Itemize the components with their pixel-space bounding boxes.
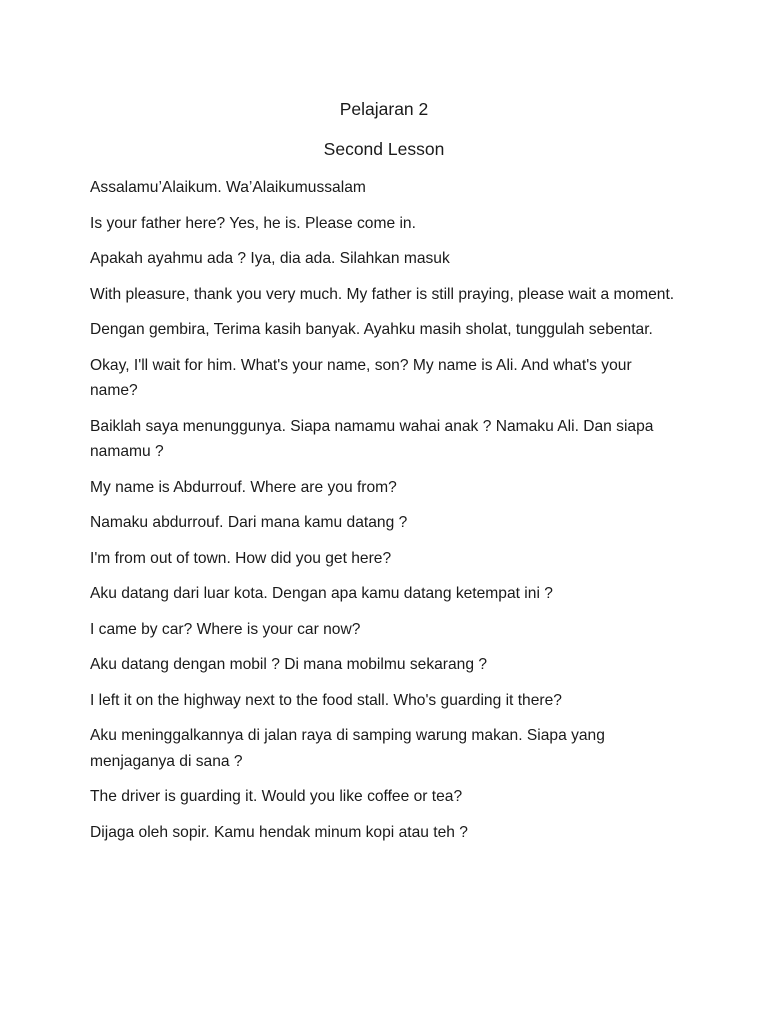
paragraph: I came by car? Where is your car now? [90, 620, 361, 638]
paragraph: Aku meninggalkannya di jalan raya di samping warung makan. Siapa yang menjaganya di sana ? [90, 727, 605, 770]
paragraph: The driver is guarding it. Would you like coffee or tea? [90, 788, 463, 805]
paragraph: Baiklah saya menunggunya. Siapa namamu wahai anak ? Namaku Ali. Dan siapa namamu ? [90, 417, 654, 460]
page-subtitle: Second Lesson [323, 139, 445, 159]
paragraph: Aku datang dari luar kota. Dengan apa kamu datang ketempat ini ? [90, 585, 553, 602]
paragraph: Is your father here? Yes, he is. Please come in. [90, 214, 416, 232]
paragraph: I'm from out of town. How did you get here? [90, 549, 392, 567]
paragraph: Okay, I'll wait for him. What's your name, son? My name is Ali. And what's your name? [90, 356, 632, 399]
paragraph: With pleasure, thank you very much. My father is still praying, please wait a moment. [90, 285, 675, 303]
page-title: Pelajaran 2 [339, 99, 429, 119]
paragraph: Namaku abdurrouf. Dari mana kamu datang ? [90, 514, 408, 531]
paragraph: Dengan gembira, Terima kasih banyak. Ayahku masih sholat, tunggulah sebentar. [90, 321, 653, 338]
document-body [90, 175, 680, 855]
paragraph: Dijaga oleh sopir. Kamu hendak minum kopi atau teh ? [90, 823, 468, 841]
paragraph: Aku datang dengan mobil ? Di mana mobilmu sekarang ? [90, 656, 488, 673]
paragraph: Apakah ayahmu ada ? Iya, dia ada. Silahkan masuk [90, 250, 450, 267]
paragraph: Assalamu’Alaikum. Wa’Alaikumussalam [90, 179, 366, 196]
paragraph: I left it on the highway next to the food stall. Who's guarding it there? [90, 691, 562, 709]
paragraph: My name is Abdurrouf. Where are you from? [90, 478, 397, 496]
